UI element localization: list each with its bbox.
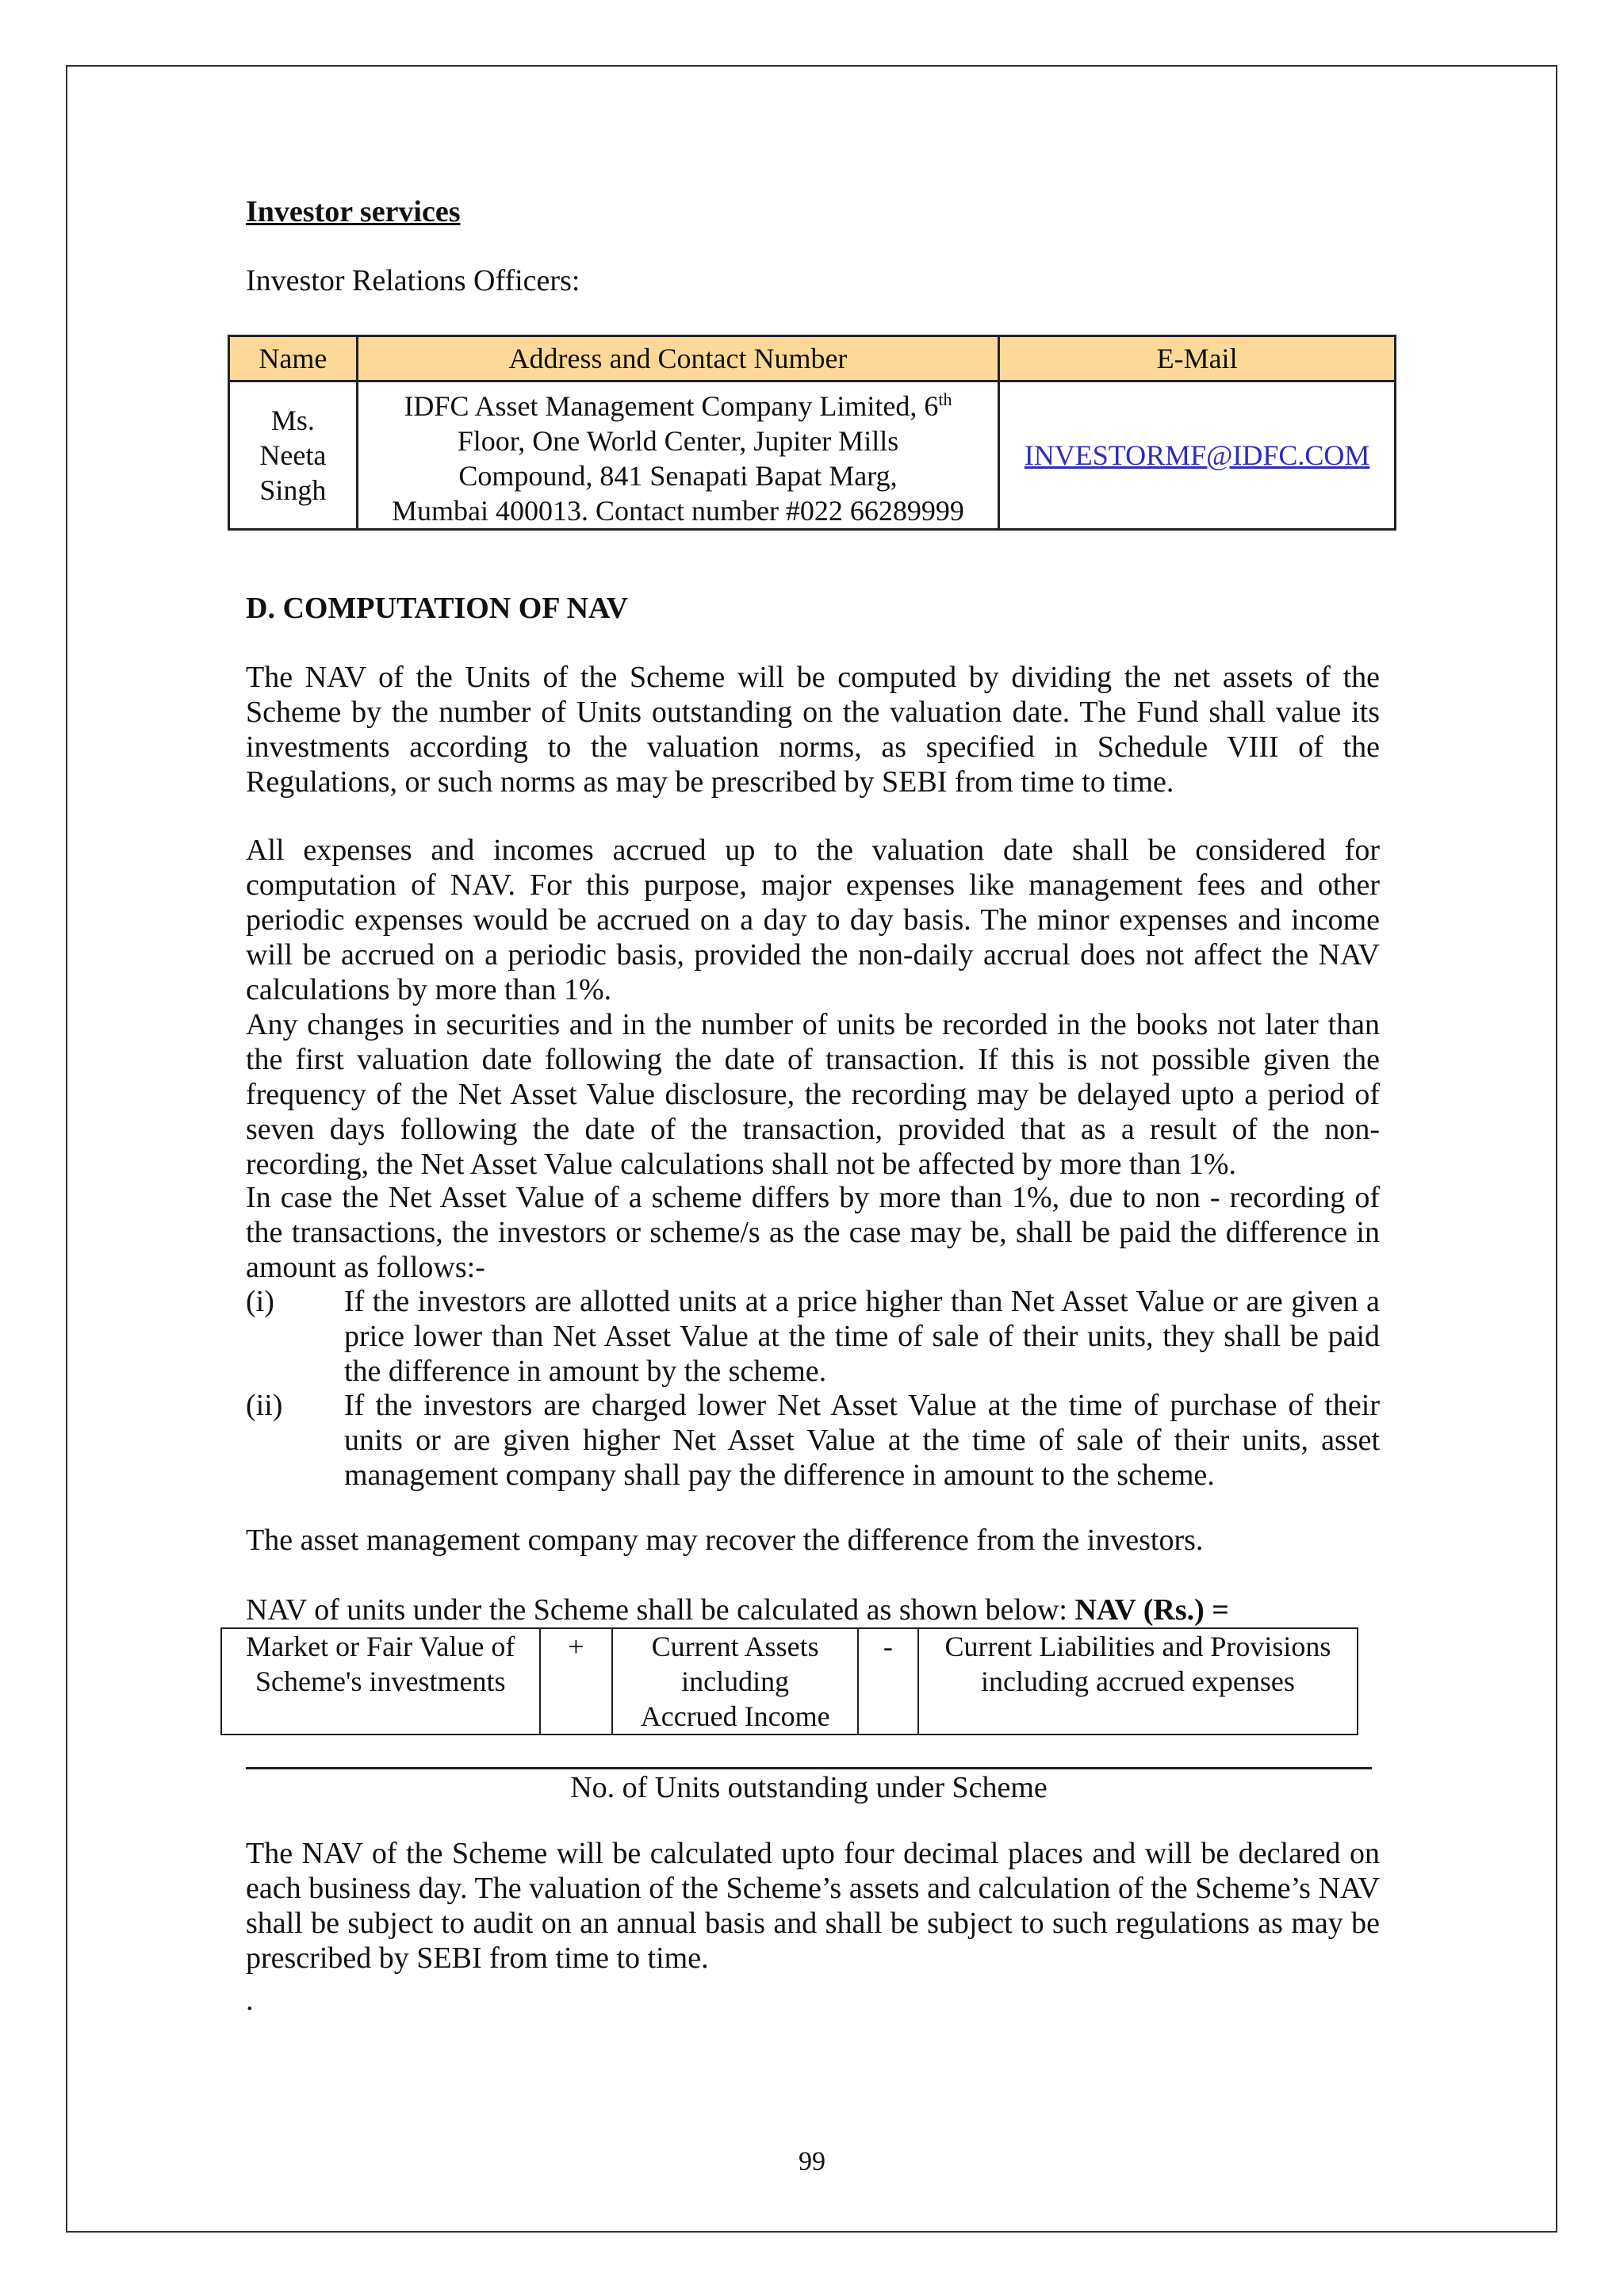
formula-cell-line: including accrued expenses [981, 1665, 1295, 1697]
formula-cell-line: including [681, 1665, 790, 1697]
header-email: E-Mail [999, 336, 1396, 381]
minus-operator: - [858, 1628, 918, 1734]
formula-cell-line: Market or Fair Value of [246, 1631, 515, 1662]
paragraph-recording: Any changes in securities and in the number of units be recorded in the books not later than the first valuation date following the date of transaction. If this is not possible given the frequency of the Net Asset Value disclosure, the recording may be delayed upto a period of seven days following the date of the transaction, provided that as a result of the non-recording, the Net Asset Value calculations shall not be affected by more than 1%. [246, 1008, 1380, 1181]
trailing-dot: . [246, 1984, 254, 2017]
formula-cell-line: Scheme's investments [255, 1665, 506, 1697]
investor-relations-table [228, 335, 1396, 531]
address-line [366, 382, 990, 424]
address-line: Compound, 841 Senapati Bapat Marg, [458, 460, 898, 492]
table-row [229, 381, 1396, 530]
formula-cell-line: Current Liabilities and Provisions [944, 1631, 1331, 1662]
email-link[interactable]: INVESTORMF@IDFC.COM [1024, 439, 1370, 471]
paragraph-nav-computation: The NAV of the Units of the Scheme will be computed by dividing the net assets of the Scheme by the number of Units outstanding on the valuation date. The Fund shall value its investments according to the valuation norms, as specified in Schedule VIII of the Regulations, or such norms as may be prescribed by SEBI from time to time. [246, 661, 1380, 799]
list-item-number: (i) [246, 1285, 274, 1318]
officer-name-line: Singh [259, 474, 327, 506]
list-item-text: If the investors are allotted units at a price higher than Net Asset Value or are given a price lower than Net Asset Value at the time of sale of their units, they shall be paid the difference in amount by the scheme. [344, 1285, 1380, 1388]
investor-relations-officers-label: Investor Relations Officers: [246, 264, 580, 297]
address-line-text: IDFC Asset Management Company Limited, 6 [404, 390, 939, 422]
ordinal-suffix: th [938, 389, 952, 409]
header-address: Address and Contact Number [357, 336, 998, 381]
current-liabilities-cell [918, 1628, 1358, 1734]
current-assets-cell [612, 1628, 858, 1734]
formula-cell-line: Accrued Income [640, 1700, 830, 1732]
fraction-divider [246, 1767, 1372, 1769]
paragraph-difference: In case the Net Asset Value of a scheme differs by more than 1%, due to non - recording of the transactions, the investors or scheme/s as the case may be, shall be paid the difference in amount as follows:- [246, 1181, 1380, 1284]
page-number: 99 [799, 2147, 825, 2176]
paragraph-recover: The asset management company may recover the difference from the investors. [246, 1524, 1204, 1557]
list-item [246, 1388, 1380, 1493]
header-name: Name [229, 336, 358, 381]
address-line: Floor, One World Center, Jupiter Mills [457, 425, 899, 457]
email-cell [999, 381, 1396, 530]
nav-intro-text: NAV of units under the Scheme shall be calculated as shown below: [246, 1593, 1075, 1627]
nav-intro-bold: NAV (Rs.) = [1074, 1593, 1229, 1627]
list-item-number: (ii) [246, 1389, 283, 1422]
nav-denominator: No. of Units outstanding under Scheme [570, 1771, 1048, 1804]
nav-formula-table [220, 1627, 1358, 1735]
address-line: Mumbai 400013. Contact number #022 66289999 [392, 495, 964, 527]
address-cell [357, 381, 998, 530]
table-header-row [229, 336, 1396, 381]
section-d-title: D. COMPUTATION OF NAV [246, 592, 629, 625]
officer-name-cell [229, 381, 358, 530]
formula-row [221, 1628, 1358, 1734]
section-heading-investor-services: Investor services [246, 195, 461, 228]
officer-name-line: Ms. [270, 404, 315, 436]
plus-operator: + [540, 1628, 613, 1734]
paragraph-nav-declaration: The NAV of the Scheme will be calculated upto four decimal places and will be declared on each business day. The valuation of the Scheme’s assets and calculation of the Scheme’s NAV shall be subject to audit on an annual basis and shall be subject to such regulations as may be prescribed by SEBI from time to time. [246, 1837, 1380, 1975]
market-value-cell [221, 1628, 540, 1734]
officer-name-line: Neeta [259, 439, 327, 471]
formula-cell-line: Current Assets [651, 1631, 819, 1662]
list-item [246, 1284, 1380, 1389]
nav-formula-intro [246, 1593, 1229, 1627]
list-item-text: If the investors are charged lower Net Asset Value at the time of purchase of their units or are given higher Net Asset Value at the time of sale of their units, asset management company shall pay the difference in amount to the scheme. [344, 1389, 1380, 1492]
paragraph-expenses: All expenses and incomes accrued up to the valuation date shall be considered for computation of NAV. For this purpose, major expenses like management fees and other periodic expenses would be accrued on a day to day basis. The minor expenses and income will be accrued on a periodic basis, provided the non-daily accrual does not affect the NAV calculations by more than 1%. [246, 834, 1380, 1006]
